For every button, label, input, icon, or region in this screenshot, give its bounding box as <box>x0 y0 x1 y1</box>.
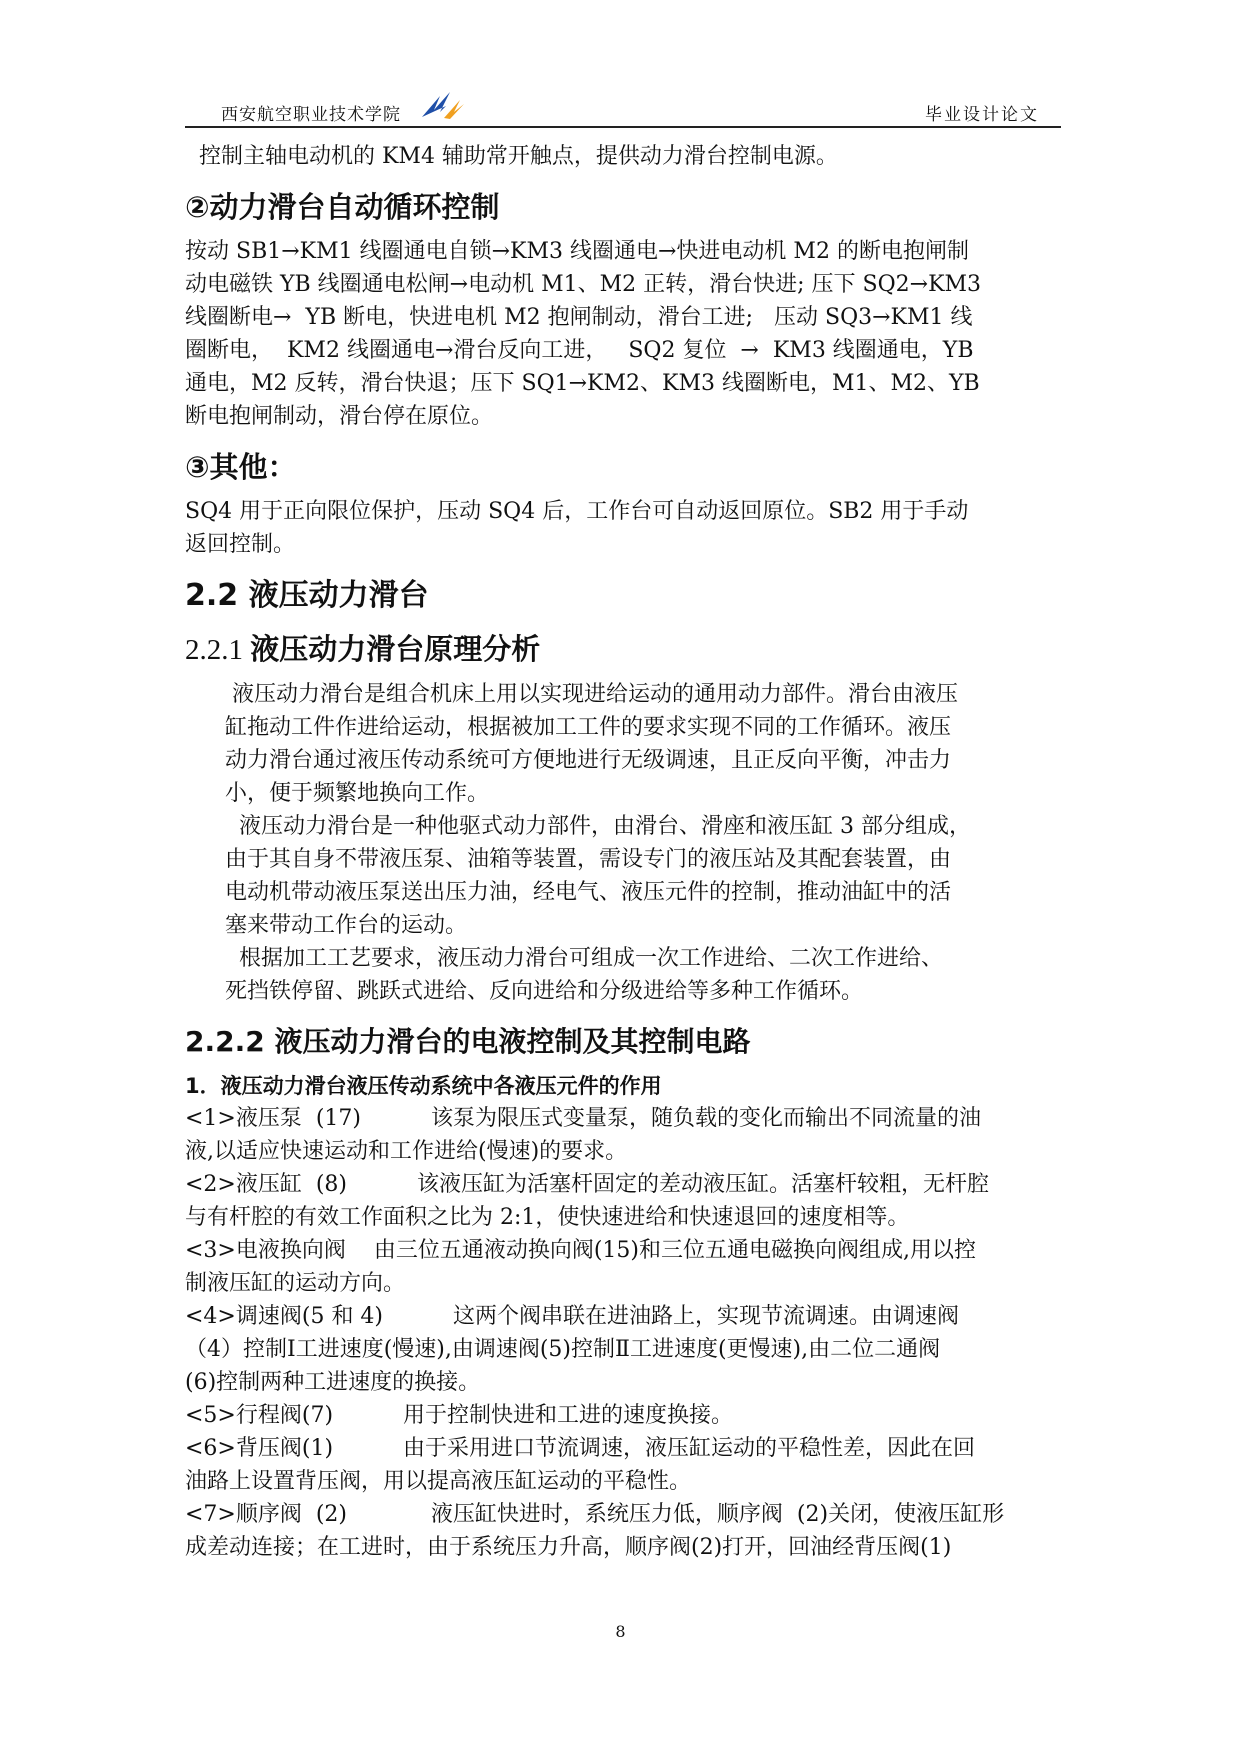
text-line: 塞来带动工作台的运动。 <box>225 913 468 938</box>
intro-line: 控制主轴电动机的 KM4 辅助常开触点，提供动力滑台控制电源。 <box>185 144 838 169</box>
list-item: <1>液压泵 (17) 该泵为限压式变量泵，随负载的变化而输出不同流量的油 <box>185 1106 981 1131</box>
text-line: 断电抱闸制动，滑台停在原位。 <box>185 404 494 429</box>
principle-paragraphs <box>185 678 1065 1008</box>
text-line: 返回控制。 <box>185 532 296 557</box>
text-line: 液压动力滑台是一种他驱式动力部件，由滑台、滑座和液压缸 3 部分组成， <box>225 814 971 839</box>
list-item: <4>调速阀(5 和 4) 这两个阀串联在进油路上，实现节流调速。由调速阀 <box>185 1304 959 1329</box>
text-line: 小，便于频繁地换向工作。 <box>225 781 490 806</box>
school-logo-icon <box>420 90 466 120</box>
section-heading-2-2-1 <box>185 629 1065 670</box>
page-body <box>185 140 1065 1564</box>
page-number: 8 <box>615 1622 626 1641</box>
list-item: 成差动连接；在工进时，由于系统压力升高，顺序阀(2)打开，回油经背压阀(1) <box>185 1535 952 1560</box>
list-item: 油路上设置背压阀，用以提高液压缸运动的平稳性。 <box>185 1469 692 1494</box>
thesis-label: 毕业设计论文 <box>925 105 1039 125</box>
list-item: <5>行程阀(7) 用于控制快进和工进的速度换接。 <box>185 1403 733 1428</box>
text-line: 动力滑台通过液压传动系统可方便地进行无级调速，且正反向平衡，冲击力 <box>225 748 952 773</box>
text-line: 按动 SB1→KM1 线圈通电自锁→KM3 线圈通电→快进电动机 M2 的断电抱闸制 <box>185 239 969 264</box>
text-line: 缸拖动工件作进给运动，根据被加工工件的要求实现不同的工作循环。液压 <box>225 715 952 740</box>
heading-auto-cycle: ②动力滑台自动循环控制 <box>185 190 500 224</box>
list-item: 与有杆腔的有效工作面积之比为 2:1，使快速进给和快速退回的速度相等。 <box>185 1205 910 1230</box>
school-name: 西安航空职业技术学院 <box>221 105 401 125</box>
component-list <box>185 1102 1065 1564</box>
text-line: 根据加工工艺要求，液压动力滑台可组成一次工作进给、二次工作进给、 <box>225 946 943 971</box>
text-line: 动电磁铁 YB 线圈通电松闸→电动机 M1、M2 正转，滑台快进; 压下 SQ2→KM3 <box>185 272 982 297</box>
list-item: <7>顺序阀 (2) 液压缸快进时，系统压力低，顺序阀 (2)关闭，使液压缸形 <box>185 1502 1005 1527</box>
text-line: 电动机带动液压泵送出压力油，经电气、液压元件的控制，推动油缸中的活 <box>225 880 952 905</box>
page-header <box>185 88 1061 128</box>
text-line: 通电，M2 反转，滑台快退；压下 SQ1→KM2、KM3 线圈断电，M1、M2、YB <box>185 371 980 396</box>
heading-other: ③其他： <box>185 450 297 484</box>
text-line: SQ4 用于正向限位保护，压动 SQ4 后，工作台可自动返回原位。SB2 用于手动 <box>185 499 969 524</box>
list-item: (6)控制两种工进速度的换接。 <box>185 1370 481 1395</box>
list-item: 液,以适应快速运动和工作进给(慢速)的要求。 <box>185 1139 628 1164</box>
text-line: 由于其自身不带液压泵、油箱等装置，需设专门的液压站及其配套装置，由 <box>225 847 952 872</box>
section-heading-2-2-2: 2.2.2 液压动力滑台的电液控制及其控制电路 <box>185 1025 751 1058</box>
section-heading-2-2: 2.2 液压动力滑台 <box>185 578 429 613</box>
text-line: 线圈断电→ YB 断电，快进电机 M2 抱闸制动，滑台工进; 压动 SQ3→KM1 线 <box>185 305 973 330</box>
subheading-components: 1．液压动力滑台液压传动系统中各液压元件的作用 <box>185 1074 662 1098</box>
text-line: 死挡铁停留、跳跃式进给、反向进给和分级进给等多种工作循环。 <box>225 979 864 1004</box>
list-item: （4）控制Ⅰ工进速度(慢速),由调速阀(5)控制Ⅱ工进速度(更慢速),由二位二通阀 <box>185 1337 941 1362</box>
text-line: 圈断电， KM2 线圈通电→滑台反向工进， SQ2 复位 → KM3 线圈通电，YB <box>185 338 974 363</box>
list-item: <3>电液换向阀 由三位五通液动换向阀(15)和三位五通电磁换向阀组成,用以控 <box>185 1238 976 1263</box>
other-paragraph <box>185 495 1065 561</box>
section-number: 2.2.1 <box>185 634 251 666</box>
auto-cycle-paragraph <box>185 235 1065 433</box>
section-title: 液压动力滑台原理分析 <box>250 632 541 666</box>
text-line: 液压动力滑台是组合机床上用以实现进给运动的通用动力部件。滑台由液压 <box>225 682 958 707</box>
list-item: 制液压缸的运动方向。 <box>185 1271 406 1296</box>
list-item: <2>液压缸 (8) 该液压缸为活塞杆固定的差动液压缸。活塞杆较粗，无杆腔 <box>185 1172 989 1197</box>
list-item: <6>背压阀(1) 由于采用进口节流调速，液压缸运动的平稳性差，因此在回 <box>185 1436 975 1461</box>
